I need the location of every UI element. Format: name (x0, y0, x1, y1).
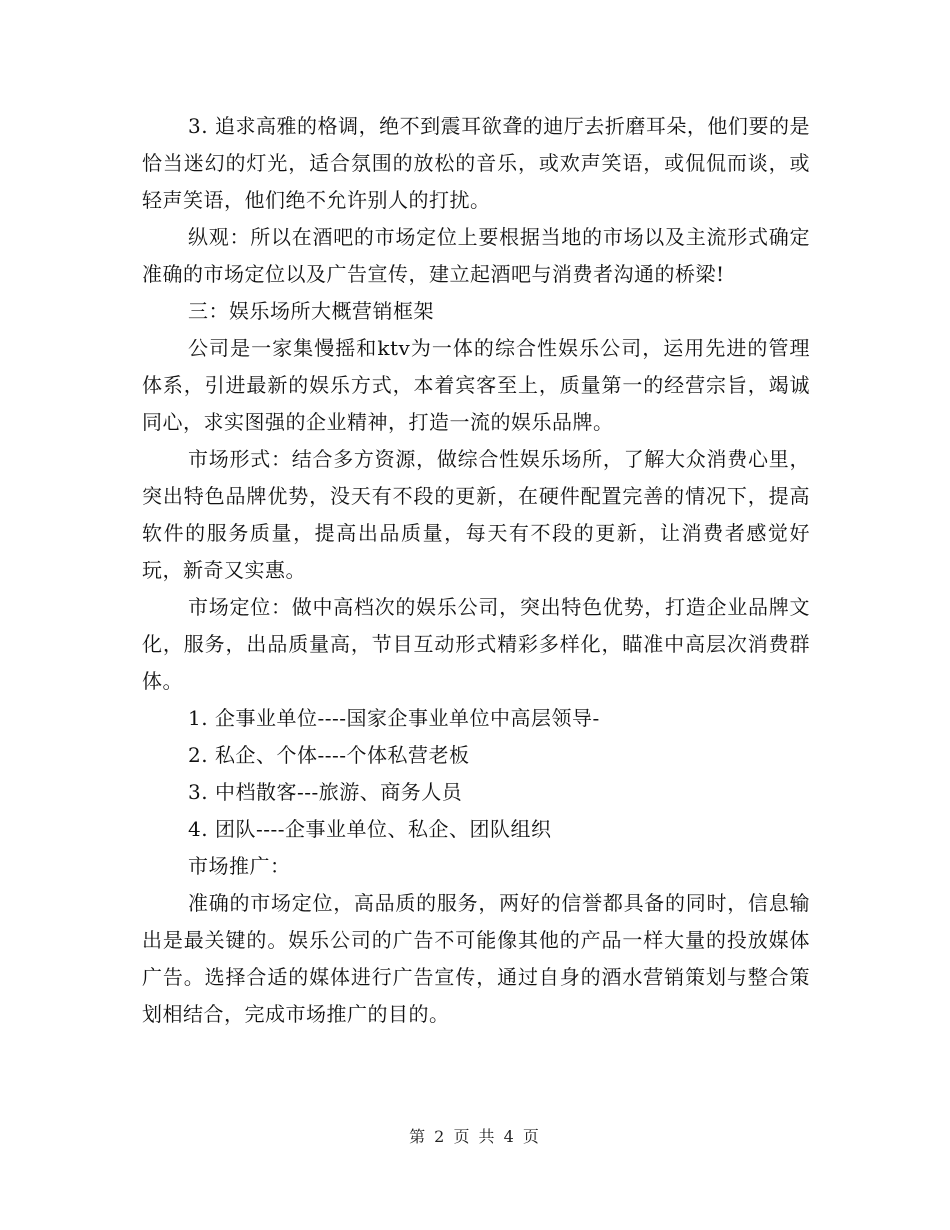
paragraph-item-3-taste: 3. 追求高雅的格调，绝不到震耳欲聋的迪厅去折磨耳朵，他们要的是恰当迷幻的灯光，适合氛围的放松的音乐，或欢声笑语，或侃侃而谈，或轻声笑语，他们绝不允许别人的打扰。 (142, 114, 810, 212)
list-item-enterprise: 1. 企事业单位----国家企事业单位中高层领导- (188, 706, 600, 730)
section-heading-marketing-framework: 三：娱乐场所大概营销框架 (188, 299, 434, 323)
document-body (142, 108, 810, 1033)
paragraph-market-promotion: 准确的市场定位，高品质的服务，两好的信誉都具备的同时，信息输出是最关键的。娱乐公司的广告不可能像其他的产品一样大量的投放媒体广告。选择合适的媒体进行广告宣传，通过自身的酒水营销策划与整合策划相结合，完成市场推广的目的。 (142, 891, 810, 1026)
paragraph-market-form: 市场形式：结合多方资源，做综合性娱乐场所，了解大众消费心里，突出特色品牌优势，没天有不段的更新，在硬件配置完善的情况下，提高软件的服务质量，提高出品质量，每天有不段的更新，让消费者感觉好玩，新奇又实惠。 (142, 447, 810, 582)
paragraph-overview: 纵观：所以在酒吧的市场定位上要根据当地的市场以及主流形式确定准确的市场定位以及广告宣传，建立起酒吧与消费者沟通的桥梁! (142, 225, 810, 286)
list-item-private: 2. 私企、个体----个体私营老板 (188, 743, 470, 767)
paragraph-company-intro: 公司是一家集慢摇和ktv为一体的综合性娱乐公司，运用先进的管理体系，引进最新的娱乐方式，本着宾客至上，质量第一的经营宗旨，竭诚同心，求实图强的企业精神，打造一流的娱乐品牌。 (142, 336, 810, 434)
list-item-midrange-guests: 3. 中档散客---旅游、商务人员 (188, 780, 463, 804)
page-footer: 第 2 页 共 4 页 (409, 1127, 541, 1146)
paragraph-market-position: 市场定位：做中高档次的娱乐公司，突出特色优势，打造企业品牌文化，服务，出品质量高，节目互动形式精彩多样化，瞄准中高层次消费群体。 (142, 595, 810, 693)
list-item-groups: 4. 团队----企事业单位、私企、团队组织 (188, 817, 552, 841)
section-heading-market-promotion: 市场推广： (188, 854, 291, 878)
